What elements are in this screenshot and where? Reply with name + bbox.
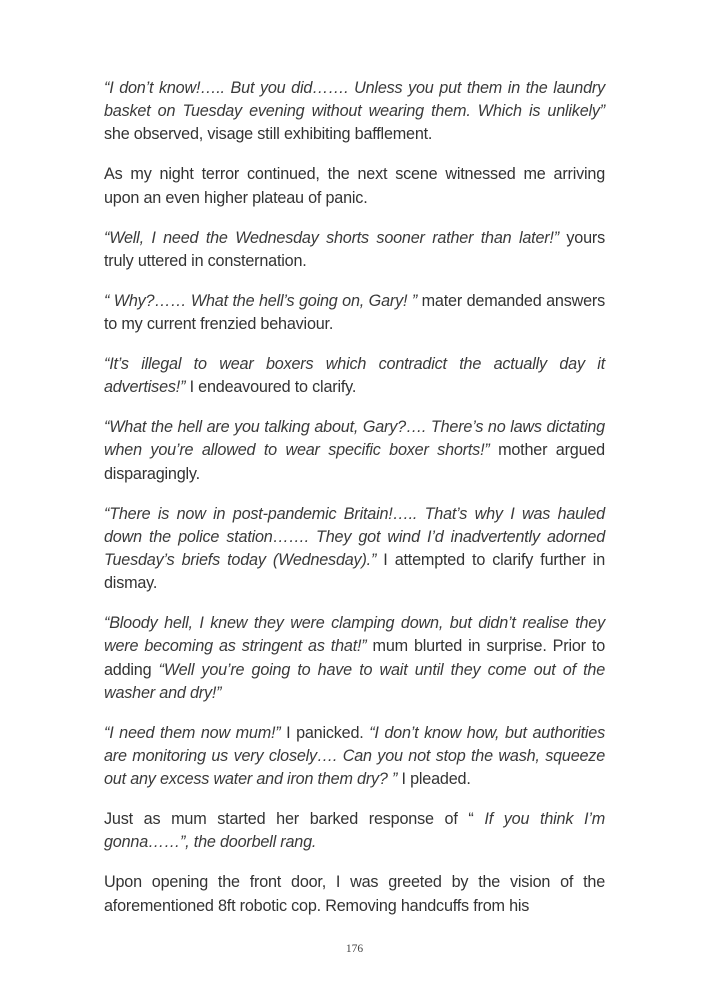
paragraph-11 <box>104 871 605 917</box>
narration: As my night terror continued, the next scene witnessed me arriving upon an even higher plateau of panic. <box>104 165 605 207</box>
dialogue: “I don’t know how, but authorities are monitoring us very closely…. Can you not stop the wash, squeeze out any excess water and iron them dry? ” <box>104 723 605 789</box>
dialogue: “Well, I need the Wednesday shorts sooner rather than later!” <box>104 228 559 247</box>
paragraph-4 <box>104 290 605 336</box>
dialogue: “I need them now mum!” <box>104 723 281 742</box>
dialogue: If you think I’m gonna……”, the doorbell rang. <box>104 810 605 852</box>
book-page-body <box>104 77 605 935</box>
narration: I panicked. <box>280 723 370 742</box>
paragraph-8 <box>104 612 605 705</box>
dialogue: “What the hell are you talking about, Gary?…. There’s no laws dictating when you’re allowed to wear specific boxer shorts!” <box>104 418 605 460</box>
dialogue: “Bloody hell, I knew they were clamping down, but didn’t realise they were becoming as stringent as that!” <box>104 614 605 656</box>
dialogue: “I don’t know!….. But you did……. Unless you put them in the laundry basket on Tuesday evening without wearing them. Which is unlikely” <box>104 79 605 121</box>
dialogue: “ Why?…… What the hell’s going on, Gary! ” <box>104 291 418 310</box>
narration: mater demanded answers to my current frenzied behaviour. <box>104 291 605 334</box>
paragraph-3 <box>104 227 605 273</box>
paragraph-9 <box>104 722 605 792</box>
dialogue: “There is now in post-pandemic Britain!….. That’s why I was hauled down the police station……. They got wind I’d inadvertently adorned Tuesday’s briefs today (Wednesday).” <box>104 504 605 570</box>
page-number: 176 <box>345 943 364 955</box>
dialogue: “It’s illegal to wear boxers which contradict the actually day it advertises!” <box>104 355 605 397</box>
paragraph-10 <box>104 808 605 854</box>
paragraph-6 <box>104 416 605 486</box>
narration: mum blurted in surprise. Prior to adding <box>104 637 606 679</box>
narration: I attempted to clarify further in dismay. <box>104 551 605 593</box>
narration: I pleaded. <box>397 770 471 789</box>
narration: she observed, visage still exhibiting bafflement. <box>104 125 433 144</box>
narration: Upon opening the front door, I was greeted by the vision of the aforementioned 8ft robotic cop. Removing handcuffs from his <box>104 873 605 915</box>
dialogue: “Well you’re going to have to wait until they come out of the washer and dry!” <box>104 660 605 702</box>
paragraph-7 <box>104 503 605 596</box>
paragraph-2 <box>104 163 605 209</box>
narration: yours truly uttered in consternation. <box>104 228 605 270</box>
narration: I endeavoured to clarify. <box>185 378 357 397</box>
paragraph-5 <box>104 353 605 399</box>
paragraph-1 <box>104 77 605 147</box>
narration: mother argued disparagingly. <box>104 441 605 483</box>
narration: Just as mum started her barked response of “ <box>104 810 485 829</box>
